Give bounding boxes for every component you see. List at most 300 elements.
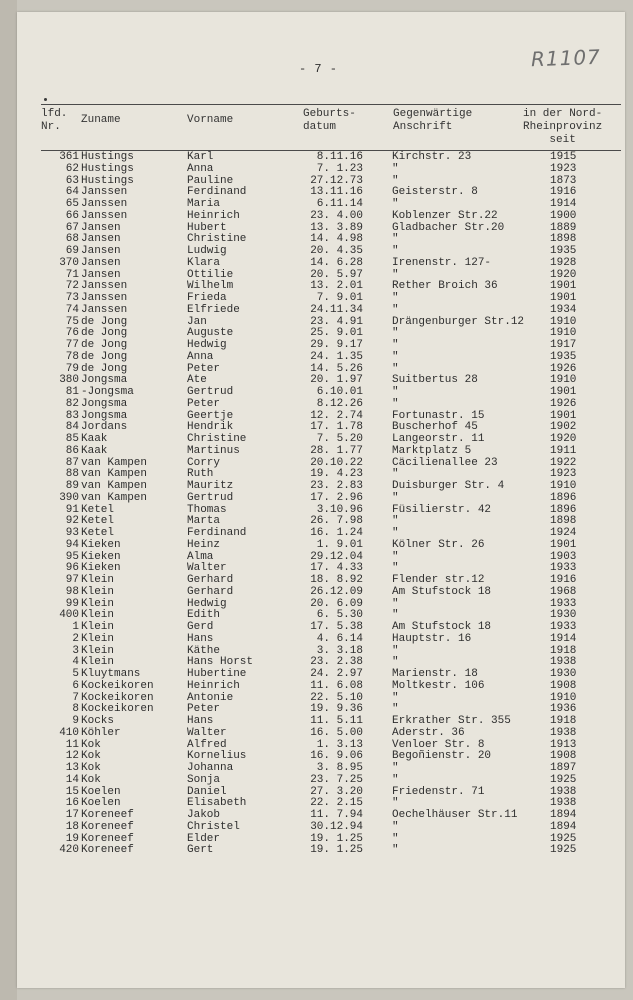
first-name: Heinrich xyxy=(187,209,240,222)
birth-date: 14. 6.28 xyxy=(310,256,363,269)
resident-since: 1926 xyxy=(550,362,577,375)
first-name: Alma xyxy=(187,550,214,563)
table-row xyxy=(17,493,625,505)
typewriter-dot xyxy=(44,98,47,101)
first-name: Christel xyxy=(187,820,240,833)
first-name: Jan xyxy=(187,315,207,328)
entry-number: 400 xyxy=(59,609,79,622)
first-name: Gerhard xyxy=(187,585,234,598)
address: Langeorstr. 11 xyxy=(392,433,485,445)
surname: Janssen xyxy=(81,198,128,210)
address: Rether Broich 36 xyxy=(392,280,498,293)
table-row xyxy=(17,634,625,646)
surname: de Jong xyxy=(81,315,128,328)
resident-since: 1901 xyxy=(550,538,577,551)
entry-number: 16 xyxy=(65,797,79,810)
entry-number: 79 xyxy=(65,362,79,375)
address: Koblenzer Str.22 xyxy=(392,209,498,222)
table-row xyxy=(17,622,625,634)
address: Geisterstr. 8 xyxy=(392,186,478,199)
surname: Koreneef xyxy=(81,809,134,821)
resident-since: 1896 xyxy=(550,491,577,504)
surname: Kocks xyxy=(81,715,115,727)
resident-since: 1910 xyxy=(550,315,577,328)
entry-number: 89 xyxy=(65,480,79,492)
first-name: Ruth xyxy=(187,468,214,481)
resident-since: 1925 xyxy=(550,773,577,786)
register-rows xyxy=(17,152,625,857)
table-row xyxy=(17,258,625,270)
entry-number: 77 xyxy=(65,339,79,351)
address: " xyxy=(392,515,399,528)
entry-number: 420 xyxy=(59,844,79,857)
birth-date: 7. 5.20 xyxy=(316,433,363,445)
entry-number: 380 xyxy=(59,374,79,387)
birth-date: 11. 6.08 xyxy=(310,679,363,692)
first-name: Hubertine xyxy=(187,668,247,680)
first-name: Gertrud xyxy=(187,491,234,504)
entry-number: 67 xyxy=(65,221,79,234)
birth-date: 23. 2.83 xyxy=(310,480,363,492)
birth-date: 8.12.26 xyxy=(316,397,363,410)
address: Cäcilienallee 23 xyxy=(392,456,498,469)
resident-since: 1910 xyxy=(550,374,577,387)
surname: Kok xyxy=(81,738,101,751)
address: " xyxy=(392,292,399,304)
birth-date: 25. 9.01 xyxy=(310,327,363,340)
first-name: Walter xyxy=(187,726,227,739)
first-name: Karl xyxy=(187,151,214,163)
address: " xyxy=(392,174,399,187)
surname: Klein xyxy=(81,574,115,586)
surname: Jongsma xyxy=(81,374,128,387)
entry-number: 65 xyxy=(65,198,79,210)
surname: van Kampen xyxy=(81,468,148,481)
resident-since: 1914 xyxy=(550,198,577,210)
birth-date: 19. 1.25 xyxy=(310,832,363,845)
entry-number: 97 xyxy=(65,574,79,586)
surname: Kockeikoren xyxy=(81,679,154,692)
birth-date: 8.11.16 xyxy=(316,151,363,163)
entry-number: 8 xyxy=(72,703,79,716)
birth-date: 6. 5.30 xyxy=(316,609,363,622)
first-name: Hubert xyxy=(187,221,227,234)
resident-since: 1898 xyxy=(550,233,577,246)
address: " xyxy=(392,820,399,833)
first-name: Mauritz xyxy=(187,480,234,492)
resident-since: 1910 xyxy=(550,691,577,704)
first-name: Walter xyxy=(187,562,227,575)
birth-date: 20.10.22 xyxy=(310,456,363,469)
surname: Jansen xyxy=(81,245,121,257)
address: " xyxy=(392,609,399,622)
first-name: Ottilie xyxy=(187,268,234,281)
first-name: Daniel xyxy=(187,785,227,798)
entry-number: 19 xyxy=(65,832,79,845)
birth-date: 20. 1.97 xyxy=(310,374,363,387)
resident-since: 1903 xyxy=(550,550,577,563)
resident-since: 1901 xyxy=(550,292,577,304)
table-row xyxy=(17,211,625,223)
surname: Janssen xyxy=(81,209,128,222)
table-row xyxy=(17,681,625,693)
entry-number: 85 xyxy=(65,433,79,445)
first-name: Peter xyxy=(187,397,221,410)
surname: Kieken xyxy=(81,538,121,551)
first-name: Ludwig xyxy=(187,245,227,257)
birth-date: 16. 5.00 xyxy=(310,726,363,739)
surname: Janssen xyxy=(81,186,128,199)
entry-number: 4 xyxy=(72,656,79,669)
surname: Kockeikoren xyxy=(81,703,154,716)
entry-number: 13 xyxy=(65,762,79,774)
header-geburtsdatum: Geburts- datum xyxy=(303,108,356,133)
surname: Janssen xyxy=(81,280,128,293)
birth-date: 23. 7.25 xyxy=(310,773,363,786)
surname: Kok xyxy=(81,762,101,774)
resident-since: 1915 xyxy=(550,151,577,163)
birth-date: 22. 5.10 xyxy=(310,691,363,704)
address: " xyxy=(392,797,399,810)
birth-date: 3.10.96 xyxy=(316,503,363,516)
table-row xyxy=(17,246,625,258)
surname: Jansen xyxy=(81,221,121,234)
birth-date: 11. 7.94 xyxy=(310,809,363,821)
first-name: Peter xyxy=(187,362,221,375)
birth-date: 1. 9.01 xyxy=(316,538,363,551)
entry-number: 64 xyxy=(65,186,79,199)
resident-since: 1930 xyxy=(550,609,577,622)
resident-since: 1917 xyxy=(550,339,577,351)
resident-since: 1938 xyxy=(550,656,577,669)
surname: Koelen xyxy=(81,785,121,798)
entry-number: 2 xyxy=(72,632,79,645)
birth-date: 13.11.16 xyxy=(310,186,363,199)
table-row xyxy=(17,810,625,822)
first-name: Sonja xyxy=(187,773,221,786)
surname: Klein xyxy=(81,644,115,657)
address: " xyxy=(392,162,399,175)
birth-date: 22. 2.15 xyxy=(310,797,363,810)
first-name: Elisabeth xyxy=(187,797,247,810)
resident-since: 1873 xyxy=(550,174,577,187)
first-name: Ferdinand xyxy=(187,527,247,539)
surname: Kok xyxy=(81,773,101,786)
birth-date: 19. 4.23 xyxy=(310,468,363,481)
surname: Kaak xyxy=(81,444,108,457)
entry-number: 18 xyxy=(65,820,79,833)
first-name: Christine xyxy=(187,233,247,246)
surname: Jansen xyxy=(81,256,121,269)
address: " xyxy=(392,644,399,657)
first-name: Jakob xyxy=(187,809,221,821)
archive-mark: R1107 xyxy=(530,44,602,72)
address: Irenenstr. 127- xyxy=(392,256,492,269)
birth-date: 3. 8.95 xyxy=(316,762,363,774)
resident-since: 1935 xyxy=(550,350,577,363)
birth-date: 28. 1.77 xyxy=(310,444,363,457)
entry-number: 5 xyxy=(72,668,79,680)
entry-number: 87 xyxy=(65,456,79,469)
resident-since: 1968 xyxy=(550,585,577,598)
first-name: Marta xyxy=(187,515,221,528)
surname: van Kampen xyxy=(81,491,148,504)
resident-since: 1916 xyxy=(550,574,577,586)
entry-number: 1 xyxy=(72,621,79,633)
birth-date: 16. 9.06 xyxy=(310,750,363,763)
surname: Koreneef xyxy=(81,832,134,845)
address: Am Stufstock 18 xyxy=(392,621,492,633)
resident-since: 1910 xyxy=(550,480,577,492)
first-name: Kornelius xyxy=(187,750,247,763)
entry-number: 92 xyxy=(65,515,79,528)
first-name: Antonie xyxy=(187,691,234,704)
surname: Klein xyxy=(81,632,115,645)
birth-date: 13. 3.89 xyxy=(310,221,363,234)
surname: Koelen xyxy=(81,797,121,810)
entry-number: 73 xyxy=(65,292,79,304)
table-row xyxy=(17,528,625,540)
birth-date: 20. 6.09 xyxy=(310,597,363,610)
address: Marienstr. 18 xyxy=(392,668,478,680)
first-name: Geertje xyxy=(187,409,234,422)
first-name: Maria xyxy=(187,198,221,210)
address: " xyxy=(392,339,399,351)
birth-date: 13. 2.01 xyxy=(310,280,363,293)
table-row xyxy=(17,763,625,775)
table-row xyxy=(17,716,625,728)
entry-number: 78 xyxy=(65,350,79,363)
address: " xyxy=(392,762,399,774)
first-name: Käthe xyxy=(187,644,221,657)
resident-since: 1908 xyxy=(550,750,577,763)
resident-since: 1894 xyxy=(550,820,577,833)
resident-since: 1908 xyxy=(550,679,577,692)
birth-date: 7. 9.01 xyxy=(316,292,363,304)
address: Duisburger Str. 4 xyxy=(392,480,505,492)
document-page xyxy=(17,12,625,988)
resident-since: 1933 xyxy=(550,621,577,633)
birth-date: 27. 3.20 xyxy=(310,785,363,798)
resident-since: 1935 xyxy=(550,245,577,257)
birth-date: 11. 5.11 xyxy=(310,715,363,727)
surname: Klein xyxy=(81,585,115,598)
entry-number: 95 xyxy=(65,550,79,563)
birth-date: 17. 4.33 xyxy=(310,562,363,575)
first-name: Hans Horst xyxy=(187,656,254,669)
resident-since: 1900 xyxy=(550,209,577,222)
scan-left-edge xyxy=(0,0,17,1000)
first-name: Johanna xyxy=(187,762,234,774)
birth-date: 17. 1.78 xyxy=(310,421,363,434)
table-row xyxy=(17,728,625,740)
address: " xyxy=(392,303,399,316)
address: " xyxy=(392,268,399,281)
surname: Jansen xyxy=(81,268,121,281)
first-name: Gerhard xyxy=(187,574,234,586)
address: Begoñienstr. 20 xyxy=(392,750,492,763)
birth-date: 20. 4.35 xyxy=(310,245,363,257)
surname: Ketel xyxy=(81,515,115,528)
address: " xyxy=(392,245,399,257)
entry-number: 86 xyxy=(65,444,79,457)
address: " xyxy=(392,691,399,704)
table-row xyxy=(17,164,625,176)
resident-since: 1902 xyxy=(550,421,577,434)
resident-since: 1930 xyxy=(550,668,577,680)
first-name: Hans xyxy=(187,715,214,727)
first-name: Klara xyxy=(187,256,221,269)
entry-number: 88 xyxy=(65,468,79,481)
address: " xyxy=(392,562,399,575)
entry-number: 71 xyxy=(65,268,79,281)
entry-number: 3 xyxy=(72,644,79,657)
entry-number: 69 xyxy=(65,245,79,257)
birth-date: 23. 4.91 xyxy=(310,315,363,328)
surname: Koreneef xyxy=(81,820,134,833)
first-name: Hedwig xyxy=(187,339,227,351)
surname: Jansen xyxy=(81,233,121,246)
first-name: Corry xyxy=(187,456,221,469)
first-name: Edith xyxy=(187,609,221,622)
address: Moltkestr. 106 xyxy=(392,679,485,692)
address: Am Stufstock 18 xyxy=(392,585,492,598)
resident-since: 1936 xyxy=(550,703,577,716)
birth-date: 6.10.01 xyxy=(316,386,363,398)
entry-number: 361 xyxy=(59,151,79,163)
birth-date: 24. 2.97 xyxy=(310,668,363,680)
address: " xyxy=(392,397,399,410)
address: " xyxy=(392,527,399,539)
address: " xyxy=(392,468,399,481)
table-row xyxy=(17,822,625,834)
surname: Hustings xyxy=(81,162,134,175)
surname: Hustings xyxy=(81,174,134,187)
resident-since: 1925 xyxy=(550,832,577,845)
page-number: - 7 - xyxy=(299,62,338,76)
table-row xyxy=(17,587,625,599)
birth-date: 23. 4.00 xyxy=(310,209,363,222)
resident-since: 1910 xyxy=(550,327,577,340)
address: " xyxy=(392,350,399,363)
table-row xyxy=(17,540,625,552)
resident-since: 1897 xyxy=(550,762,577,774)
resident-since: 1918 xyxy=(550,715,577,727)
birth-date: 17. 2.96 xyxy=(310,491,363,504)
address: Drängenburger Str.12 xyxy=(392,315,525,328)
first-name: Anna xyxy=(187,162,214,175)
address: " xyxy=(392,773,399,786)
birth-date: 23. 2.38 xyxy=(310,656,363,669)
first-name: Auguste xyxy=(187,327,234,340)
birth-date: 30.12.94 xyxy=(310,820,363,833)
entry-number: 83 xyxy=(65,409,79,422)
header-seit: in der Nord- Rheinprovinz seit xyxy=(523,108,603,146)
table-row xyxy=(17,845,625,857)
birth-date: 3. 3.18 xyxy=(316,644,363,657)
entry-number: 76 xyxy=(65,327,79,340)
address: Buscherhof 45 xyxy=(392,421,478,434)
header-anschrift: Gegenwärtige Anschrift xyxy=(393,108,473,133)
table-row xyxy=(17,387,625,399)
resident-since: 1923 xyxy=(550,162,577,175)
surname: Janssen xyxy=(81,303,128,316)
surname: Kok xyxy=(81,750,101,763)
entry-number: 12 xyxy=(65,750,79,763)
birth-date: 6.11.14 xyxy=(316,198,363,210)
address: Füsilierstr. 42 xyxy=(392,503,492,516)
address: " xyxy=(392,491,399,504)
first-name: Thomas xyxy=(187,503,227,516)
birth-date: 12. 2.74 xyxy=(310,409,363,422)
surname: Kieken xyxy=(81,562,121,575)
table-row xyxy=(17,293,625,305)
entry-number: 75 xyxy=(65,315,79,328)
first-name: Gertrud xyxy=(187,386,234,398)
table-row xyxy=(17,669,625,681)
entry-number: 74 xyxy=(65,303,79,316)
surname: Klein xyxy=(81,621,115,633)
address: " xyxy=(392,362,399,375)
table-row xyxy=(17,446,625,458)
entry-number: 63 xyxy=(65,174,79,187)
resident-since: 1916 xyxy=(550,186,577,199)
surname: Kluytmans xyxy=(81,668,141,680)
first-name: Ate xyxy=(187,374,207,387)
first-name: Wilhelm xyxy=(187,280,234,293)
birth-date: 27.12.73 xyxy=(310,174,363,187)
first-name: Peter xyxy=(187,703,221,716)
address: Erkrather Str. 355 xyxy=(392,715,511,727)
entry-number: 9 xyxy=(72,715,79,727)
surname: Janssen xyxy=(81,292,128,304)
resident-since: 1928 xyxy=(550,256,577,269)
address: " xyxy=(392,327,399,340)
surname: Köhler xyxy=(81,726,121,739)
entry-number: 68 xyxy=(65,233,79,246)
address: " xyxy=(392,832,399,845)
resident-since: 1922 xyxy=(550,456,577,469)
entry-number: 82 xyxy=(65,397,79,410)
address: Suitbertus 28 xyxy=(392,374,478,387)
entry-number: 98 xyxy=(65,585,79,598)
birth-date: 26. 7.98 xyxy=(310,515,363,528)
resident-since: 1911 xyxy=(550,444,577,457)
first-name: Pauline xyxy=(187,174,234,187)
resident-since: 1920 xyxy=(550,433,577,445)
entry-number: 390 xyxy=(59,491,79,504)
entry-number: 7 xyxy=(72,691,79,704)
surname: de Jong xyxy=(81,362,128,375)
resident-since: 1914 xyxy=(550,632,577,645)
birth-date: 1. 3.13 xyxy=(316,738,363,751)
surname: Hustings xyxy=(81,151,134,163)
birth-date: 14. 5.26 xyxy=(310,362,363,375)
entry-number: 84 xyxy=(65,421,79,434)
resident-since: 1889 xyxy=(550,221,577,234)
address: " xyxy=(392,386,399,398)
address: " xyxy=(392,550,399,563)
entry-number: 72 xyxy=(65,280,79,293)
birth-date: 24. 1.35 xyxy=(310,350,363,363)
first-name: Heinrich xyxy=(187,679,240,692)
surname: Kockeikoren xyxy=(81,691,154,704)
address: Kölner Str. 26 xyxy=(392,538,485,551)
surname: Kaak xyxy=(81,433,108,445)
header-zuname: Zuname xyxy=(81,114,121,126)
resident-since: 1920 xyxy=(550,268,577,281)
resident-since: 1913 xyxy=(550,738,577,751)
